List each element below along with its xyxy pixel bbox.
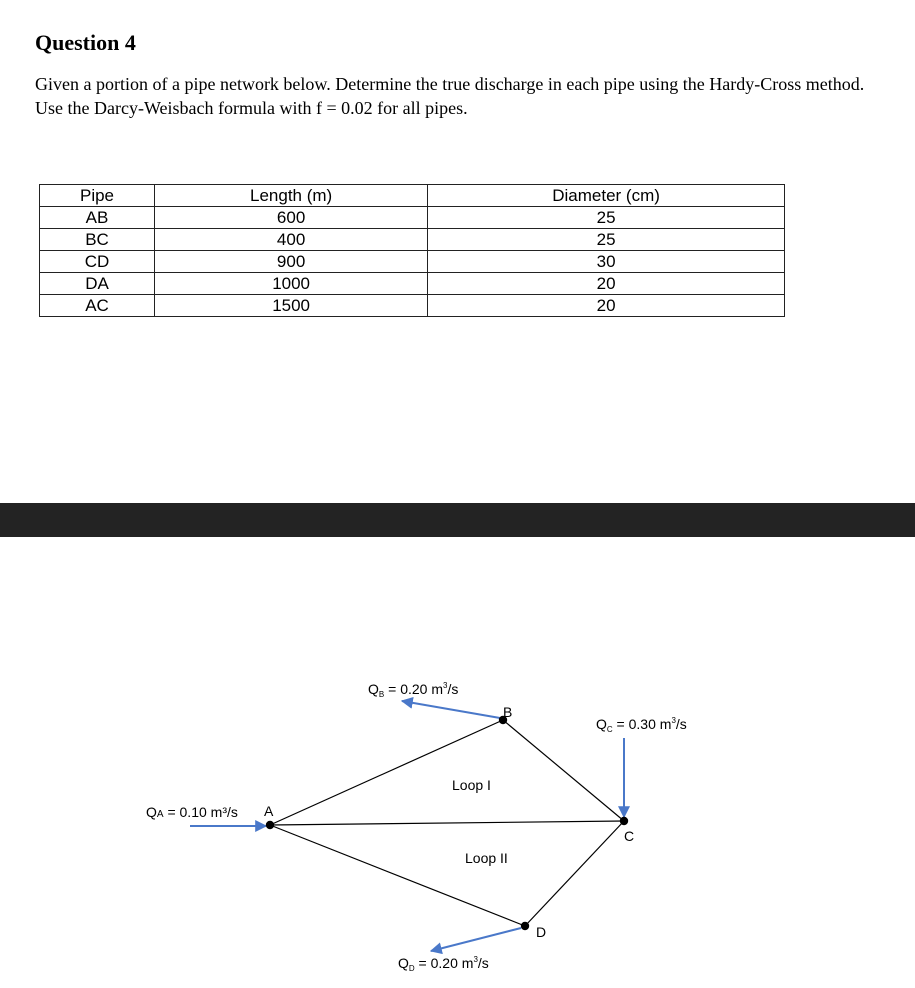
flow-label-qc: $Q_C = 0.30$ $m^3/s$ xyxy=(596,716,687,734)
header-length: Length (m) xyxy=(155,185,428,207)
loop-label-2: Loop II xyxy=(465,850,508,866)
question-body: Given a portion of a pipe network below. Determine the true discharge in each pipe using the Hardy-Cross method. Use the Darcy-Weisbach formula with f = 0.02 for all pipes. xyxy=(35,74,865,118)
node-label-a: A xyxy=(264,803,274,819)
loop-label-1: Loop I xyxy=(452,777,491,793)
cell-pipe: BC xyxy=(40,229,155,251)
cell-diameter: 25 xyxy=(428,229,785,251)
cell-length: 600 xyxy=(155,207,428,229)
node-label-c: C xyxy=(624,828,635,844)
flow-label-qa: QA = 0.10 m³/s xyxy=(146,804,238,820)
pipe-ab xyxy=(270,720,503,825)
node-c xyxy=(620,817,628,825)
cell-diameter: 25 xyxy=(428,207,785,229)
cell-diameter: 20 xyxy=(428,273,785,295)
table-row xyxy=(40,251,785,273)
question-title: Question 4 xyxy=(35,30,136,55)
cell-pipe: DA xyxy=(40,273,155,295)
pipe-ad xyxy=(270,825,525,926)
cell-length: 1500 xyxy=(155,295,428,317)
dark-divider-band xyxy=(0,503,915,537)
node-a xyxy=(266,821,274,829)
pipe-table xyxy=(39,184,785,317)
table-row xyxy=(40,229,785,251)
table-row xyxy=(40,207,785,229)
pipe-cd xyxy=(525,821,624,926)
cell-pipe: AC xyxy=(40,295,155,317)
table-row xyxy=(40,295,785,317)
pipe-bc xyxy=(503,720,624,821)
flow-label-qb: $Q_B = 0.20$ $m^3/s$ xyxy=(368,681,459,699)
arrow-qb xyxy=(402,701,500,718)
flow-label-qd: $Q_D = 0.20$ $m^3/s$ xyxy=(398,955,489,973)
table-row xyxy=(40,273,785,295)
node-d xyxy=(521,922,529,930)
pipe-network-diagram xyxy=(0,560,915,988)
cell-length: 1000 xyxy=(155,273,428,295)
header-diameter: Diameter (cm) xyxy=(428,185,785,207)
arrow-qd xyxy=(431,928,521,951)
cell-length: 400 xyxy=(155,229,428,251)
pipe-ac xyxy=(270,821,624,825)
cell-pipe: CD xyxy=(40,251,155,273)
node-label-d: D xyxy=(536,924,547,940)
cell-length: 900 xyxy=(155,251,428,273)
header-pipe: Pipe xyxy=(40,185,155,207)
node-label-b: B xyxy=(503,704,513,720)
cell-pipe: AB xyxy=(40,207,155,229)
cell-diameter: 20 xyxy=(428,295,785,317)
cell-diameter: 30 xyxy=(428,251,785,273)
table-header-row xyxy=(40,185,785,207)
